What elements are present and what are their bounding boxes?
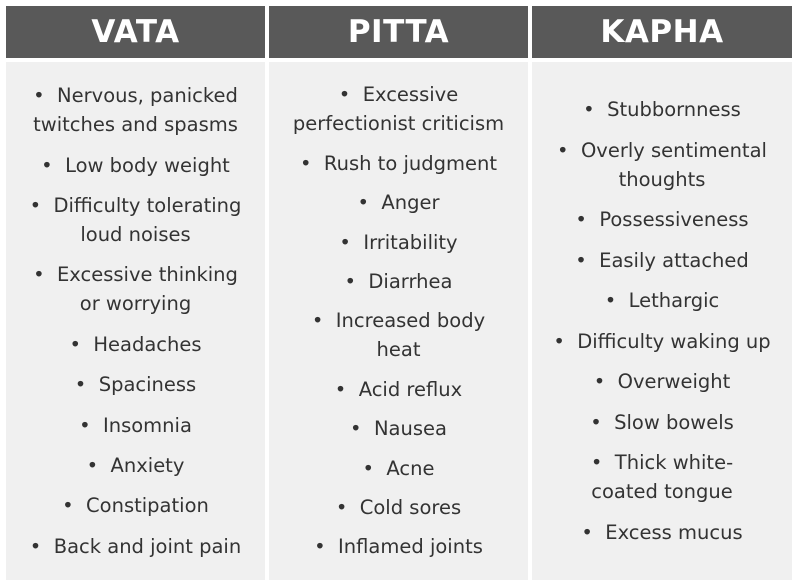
list-item: • Diarrhea xyxy=(341,267,457,296)
list-item: • Anxiety xyxy=(83,451,189,480)
list-item: • Difficulty tolerating loud noises xyxy=(12,191,259,249)
header-pitta: PITTA xyxy=(269,6,528,58)
list-item: • Overly sentimental thoughts xyxy=(538,136,786,194)
pitta-list xyxy=(269,62,528,580)
list-item: • Inflamed joints xyxy=(310,532,487,561)
header-kapha: KAPHA xyxy=(532,6,792,58)
list-item: • Possessiveness xyxy=(571,205,752,234)
list-item: • Nervous, panicked twitches and spasms xyxy=(12,81,259,139)
list-item: • Spaciness xyxy=(71,370,200,399)
list-item: • Increased body heat xyxy=(275,306,522,364)
list-item: • Excessive perfectionist criticism xyxy=(275,80,522,138)
vata-list xyxy=(6,62,265,580)
list-item: • Overweight xyxy=(590,367,735,396)
list-item: • Stubbornness xyxy=(579,95,745,124)
list-item: • Headaches xyxy=(65,330,205,359)
list-item: • Slow bowels xyxy=(586,408,738,437)
list-item: • Anger xyxy=(354,188,444,217)
list-item: • Rush to judgment xyxy=(296,149,501,178)
list-item: • Easily attached xyxy=(571,246,753,275)
list-item: • Acne xyxy=(359,454,439,483)
kapha-list xyxy=(532,62,792,580)
list-item: • Acid reflux xyxy=(331,375,466,404)
dosha-table xyxy=(6,6,792,580)
list-item: • Irritability xyxy=(335,228,461,257)
list-item: • Excess mucus xyxy=(577,518,746,547)
list-item: • Constipation xyxy=(58,491,213,520)
list-item: • Excessive thinking or worrying xyxy=(12,260,259,318)
list-item: • Difficulty waking up xyxy=(549,327,774,356)
list-item: • Back and joint pain xyxy=(26,532,245,561)
list-item: • Nausea xyxy=(346,414,451,443)
list-item: • Thick white-coated tongue xyxy=(538,448,786,506)
list-item: • Lethargic xyxy=(601,286,724,315)
list-item: • Cold sores xyxy=(332,493,465,522)
header-vata: VATA xyxy=(6,6,265,58)
list-item: • Insomnia xyxy=(75,411,196,440)
list-item: • Low body weight xyxy=(37,151,234,180)
